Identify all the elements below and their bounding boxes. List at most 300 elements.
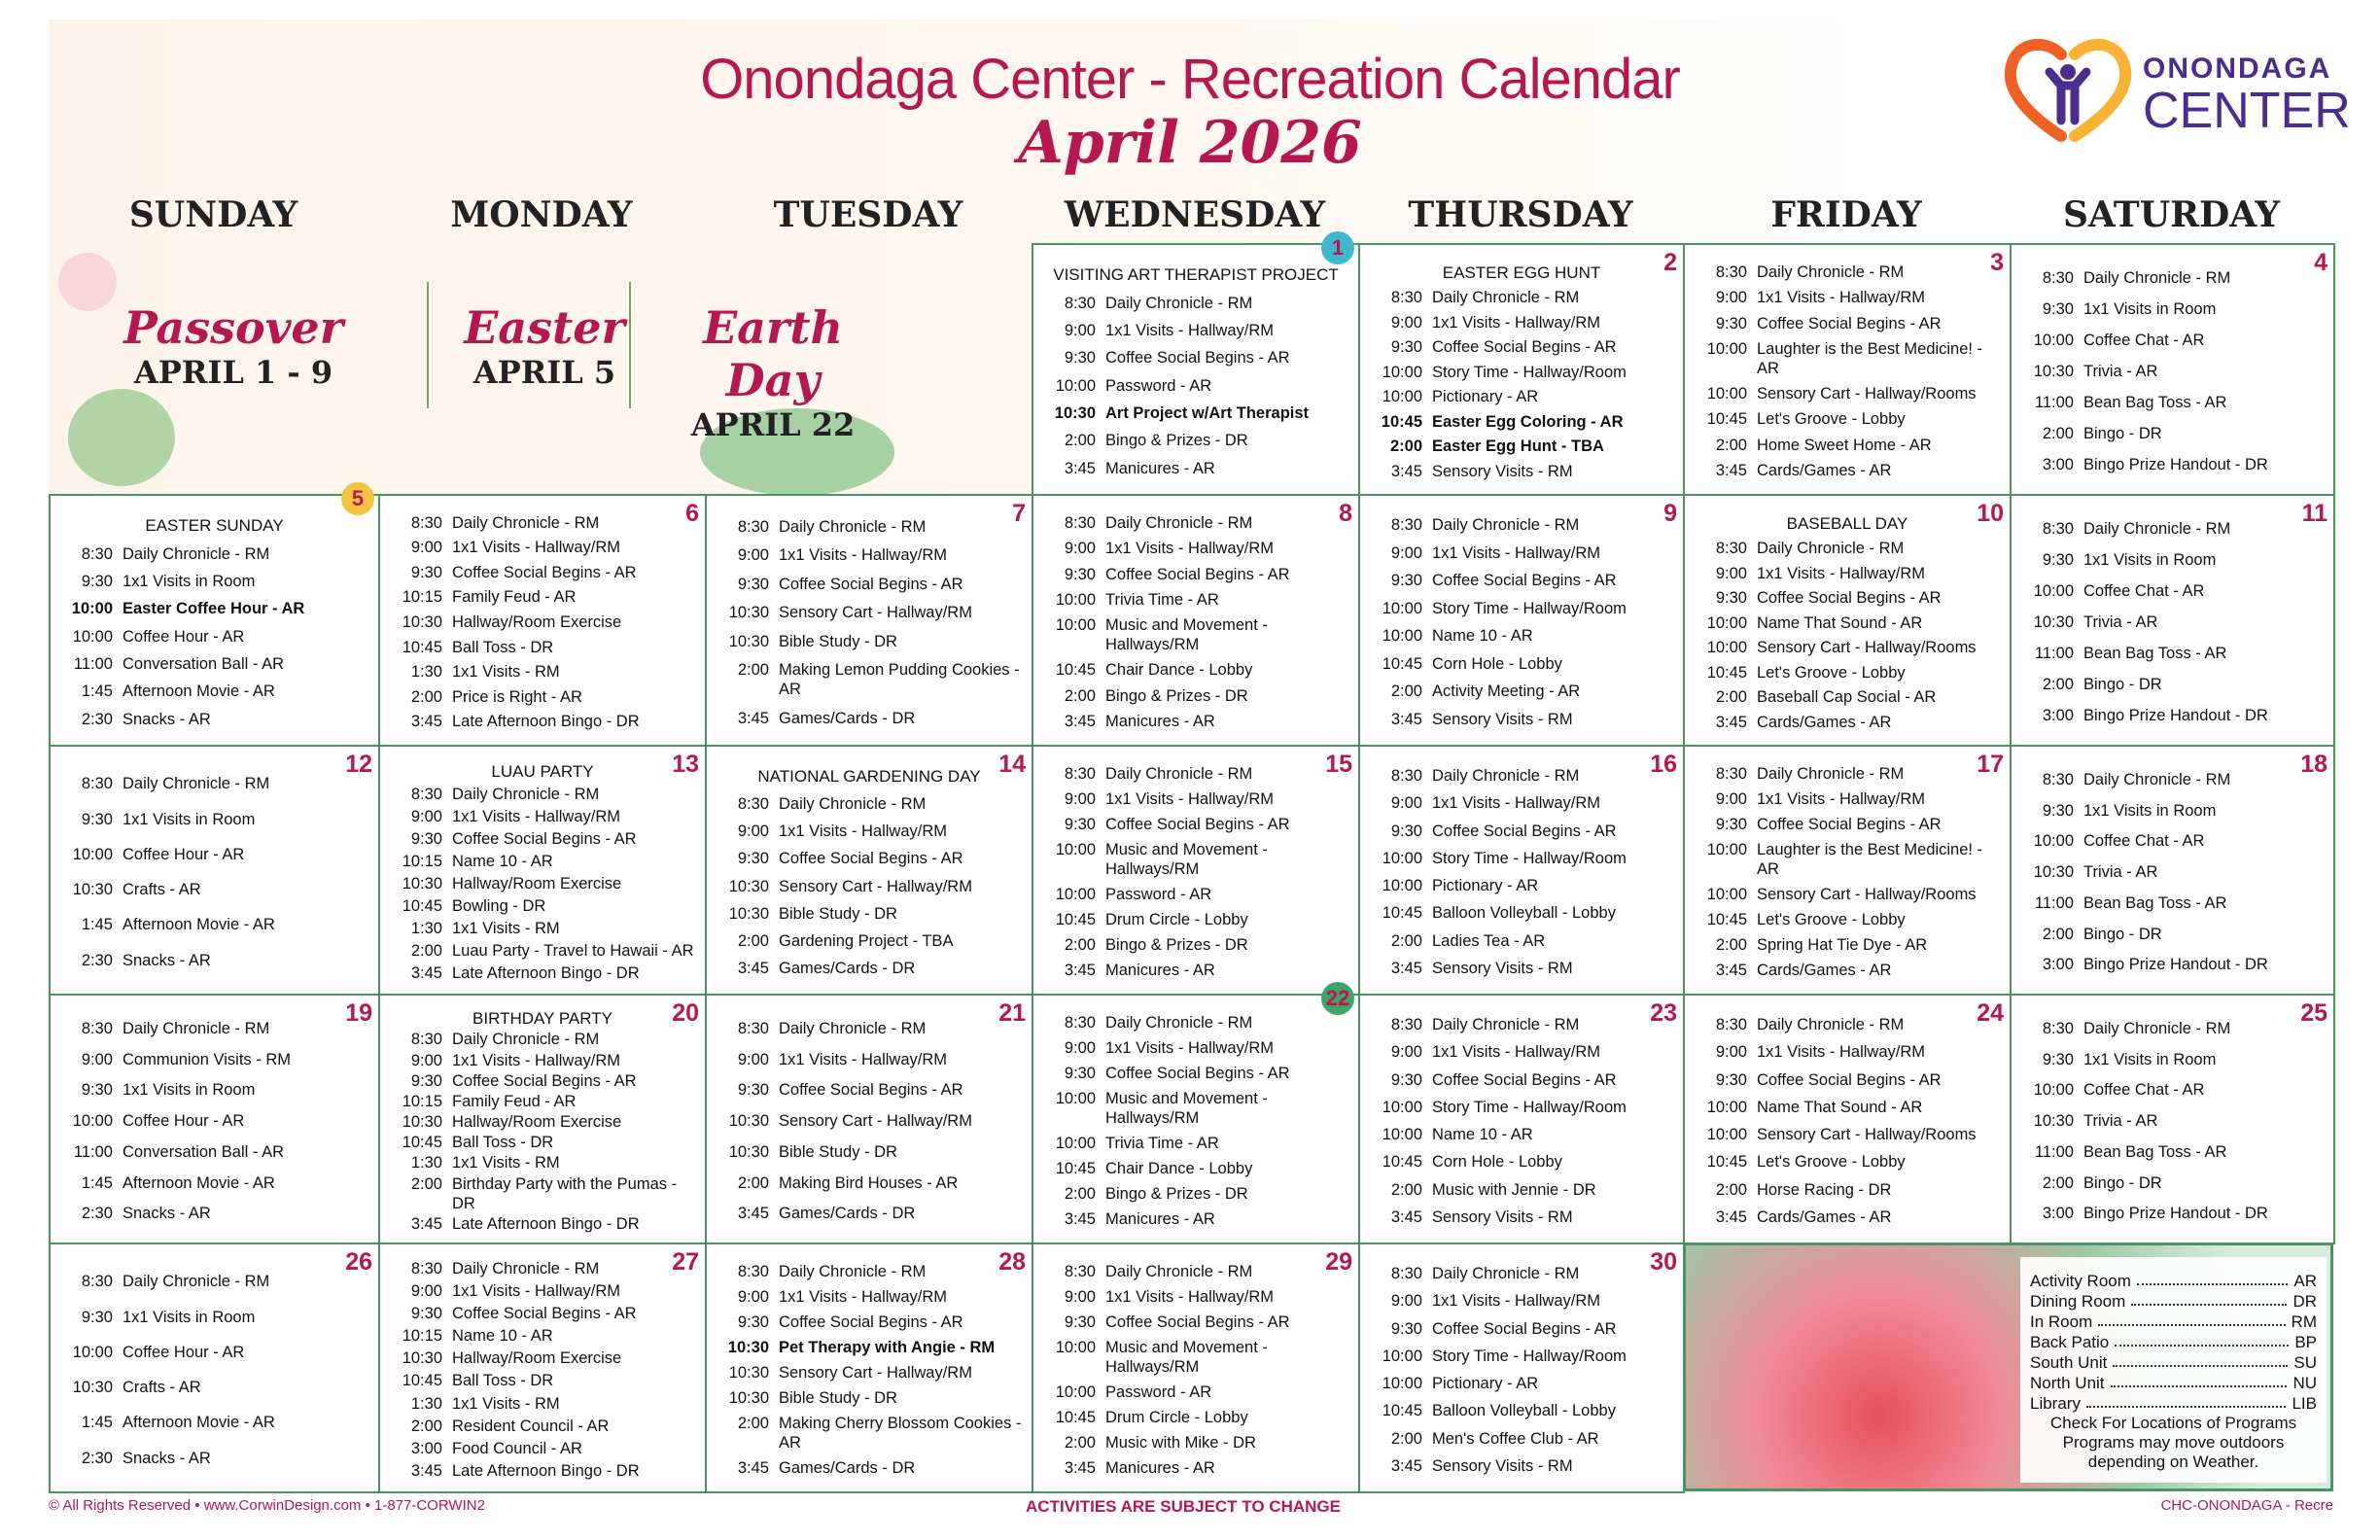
event-time: 8:30 (410, 786, 442, 803)
event (1693, 935, 2002, 955)
event (1041, 1382, 1350, 1402)
day-number: 30 (1650, 1248, 1677, 1276)
event-name: Crafts - AR (122, 881, 201, 899)
event-name: 1x1 Visits in Room (2083, 801, 2217, 820)
event (388, 1348, 697, 1368)
event-time: 8:30 (81, 1019, 113, 1037)
event-name: Bean Bag Toss - AR (2083, 394, 2227, 411)
event (1693, 461, 2002, 480)
event (58, 1111, 370, 1131)
event-name: Coffee Hour - AR (122, 1112, 245, 1130)
event (1693, 840, 2002, 879)
event (1693, 1098, 2002, 1117)
month-title: April 2026 (1018, 109, 1362, 177)
event-time: 9:00 (410, 1051, 442, 1069)
event-name: Games/Cards - DR (779, 709, 916, 727)
event (1041, 1013, 1350, 1032)
event-name: 1x1 Visits in Room (122, 572, 256, 590)
event-time: 9:30 (1064, 816, 1096, 833)
day-cell[interactable] (1032, 235, 1360, 496)
day-cell[interactable] (1358, 494, 1685, 747)
event-time: 9:00 (1064, 790, 1096, 808)
day-cell[interactable] (378, 994, 707, 1244)
event-name: Drum Circle - Lobby (1105, 911, 1248, 928)
event-name: Easter Egg Coloring - AR (1432, 412, 1624, 431)
event-name: Manicures - AR (1105, 459, 1215, 477)
event-time: 2:30 (81, 1449, 113, 1467)
event (2019, 581, 2326, 601)
event-time: 8:30 (1390, 767, 1422, 786)
event-time: 8:30 (1390, 289, 1422, 306)
day-cell[interactable] (705, 745, 1033, 996)
event-name: Baseball Cap Social - AR (1757, 688, 1937, 706)
weekday-header: TUESDAY (773, 194, 963, 235)
event (58, 627, 370, 647)
day-cell[interactable] (705, 1242, 1033, 1493)
day-number: 27 (672, 1248, 699, 1276)
event-name: Cards/Games - AR (1757, 962, 1892, 979)
location-name: South Unit (2030, 1353, 2108, 1372)
event (1041, 1408, 1350, 1427)
event-name: 1x1 Visits - Hallway/RM (1432, 313, 1600, 332)
event-name: Food Council - AR (452, 1439, 582, 1457)
event-name: Afternoon Movie - AR (122, 682, 275, 701)
day-cell[interactable] (49, 745, 380, 996)
event-time: 9:00 (1390, 1043, 1422, 1062)
day-cell[interactable] (1358, 243, 1685, 496)
day-cell[interactable] (1683, 745, 2012, 996)
event-name: Sensory Cart - Hallway/Rooms (1757, 639, 1977, 656)
event (715, 1414, 1024, 1452)
event (1368, 1015, 1675, 1034)
day-number: 13 (672, 751, 699, 778)
event-time: 8:30 (1715, 765, 1747, 783)
day-cell[interactable] (2010, 994, 2335, 1244)
event (58, 810, 370, 829)
location-name: North Unit (2030, 1374, 2105, 1392)
event (2019, 519, 2326, 539)
day-cell[interactable] (49, 486, 380, 747)
location-code: DR (2292, 1292, 2317, 1311)
event-name: Drum Circle - Lobby (1105, 1409, 1248, 1426)
event-time: 9:30 (410, 1071, 442, 1090)
calendar-code: CHC-ONONDAGA - Recre (2160, 1497, 2333, 1514)
event (2019, 268, 2326, 288)
event-time: 3:45 (1715, 1208, 1747, 1226)
event-time: 1:30 (410, 663, 442, 682)
event-name: Late Afternoon Bingo - DR (452, 1214, 640, 1233)
event-name: Pet Therapy with Angie - RM (779, 1339, 996, 1356)
event (1368, 288, 1675, 307)
event-time: 8:30 (410, 1031, 442, 1049)
day-cell[interactable] (705, 994, 1033, 1244)
event (388, 1439, 697, 1458)
holiday-name: Earth Day (703, 301, 843, 406)
event-time: 10:00 (1706, 841, 1747, 858)
event (388, 919, 697, 938)
event-name: Coffee Social Begins - AR (1105, 565, 1290, 583)
event-time: 9:00 (737, 1050, 769, 1068)
event (1041, 1262, 1350, 1281)
event-name: Name 10 - AR (1432, 1126, 1533, 1144)
event (58, 572, 370, 591)
event (715, 1312, 1024, 1332)
event-time: 8:30 (1715, 263, 1747, 282)
event-time: 10:30 (728, 604, 769, 621)
event-time: 10:45 (1055, 661, 1096, 680)
event-name: Bible Study - DR (779, 1389, 897, 1407)
event (388, 538, 697, 557)
event-name: Story Time - Hallway/Room (1432, 1098, 1627, 1116)
event-time: 1:45 (81, 1414, 113, 1432)
event-time: 8:30 (1064, 514, 1096, 533)
event-name: Bean Bag Toss - AR (2083, 645, 2227, 662)
event (1368, 849, 1675, 868)
day-cell[interactable] (1032, 986, 1360, 1244)
day-cell[interactable] (1358, 994, 1685, 1244)
event-time: 2:00 (737, 661, 769, 679)
event (715, 1111, 1024, 1131)
change-notice: ACTIVITIES ARE SUBJECT TO CHANGE (1026, 1497, 1341, 1516)
day-cell[interactable] (1358, 1242, 1685, 1493)
event-name: Laughter is the Best Medicine! - AR (1757, 339, 1983, 377)
event-name: Name That Sound - AR (1757, 613, 1923, 632)
event-time: 8:30 (81, 1273, 113, 1291)
day-cell[interactable] (1032, 1242, 1360, 1493)
event-time: 9:30 (1064, 1313, 1096, 1331)
event-name: Daily Chronicle - RM (1432, 1016, 1580, 1034)
day-number star-of-david-icon: 1 (1321, 231, 1354, 264)
event-time: 2:00 (1715, 936, 1747, 954)
event-name: Coffee Hour - AR (122, 627, 245, 646)
location-name: Library (2030, 1394, 2081, 1413)
legend-row (2030, 1352, 2317, 1373)
event-time: 2:00 (410, 1417, 442, 1435)
event (715, 632, 1024, 651)
event-name: 1x1 Visits - Hallway/RM (1432, 543, 1600, 562)
event (715, 1388, 1024, 1408)
event-time: 10:45 (1706, 410, 1747, 429)
event-time: 2:00 (1064, 1434, 1096, 1452)
day-cell[interactable] (378, 494, 707, 747)
event-name: Daily Chronicle - RM (122, 1019, 270, 1037)
event-name: Making Cherry Blossom Cookies - AR (779, 1415, 1022, 1452)
event (715, 1262, 1024, 1281)
legend-row (2030, 1332, 2317, 1352)
event (1693, 687, 2002, 707)
event-time: 2:00 (1715, 436, 1747, 454)
event-time: 10:00 (1706, 886, 1747, 903)
event-time: 10:00 (71, 600, 113, 618)
event (388, 785, 697, 804)
day-number: 3 (1990, 249, 2004, 276)
event-name: 1x1 Visits - Hallway/RM (1757, 564, 1925, 582)
event (388, 1461, 697, 1481)
event-time: 10:15 (402, 588, 442, 607)
event (1368, 313, 1675, 332)
event-name: Bingo Prize Handout - DR (2083, 956, 2268, 974)
event-name: Making Bird Houses - AR (779, 1173, 959, 1192)
event (1368, 654, 1675, 674)
event-name: Let's Groove - Lobby (1757, 663, 1906, 682)
event-time: 10:00 (1055, 841, 1096, 858)
event-name: Coffee Social Begins - AR (1757, 816, 1942, 833)
divider (629, 282, 631, 408)
event-name: Family Feud - AR (452, 1092, 577, 1110)
day-cell[interactable] (49, 1242, 380, 1493)
event (58, 1142, 370, 1162)
event (2019, 1142, 2326, 1162)
event-time: 9:00 (737, 822, 769, 841)
event-time: 3:45 (1064, 1210, 1096, 1228)
event (1041, 459, 1350, 478)
event (1368, 682, 1675, 701)
event-name: Snacks - AR (122, 710, 211, 728)
event-time: 10:45 (1382, 904, 1422, 923)
event-time: 8:30 (81, 775, 113, 793)
event-name: Coffee Social Begins - AR (1432, 572, 1617, 590)
day-number: 23 (1650, 999, 1677, 1027)
day-cell[interactable] (1358, 745, 1685, 996)
event-time: 9:00 (1390, 1292, 1422, 1311)
event (1368, 1152, 1675, 1172)
event (2019, 770, 2326, 789)
event-time: 3:45 (410, 1461, 442, 1480)
event-time: 10:30 (2033, 863, 2074, 881)
day-cell[interactable] (378, 1242, 707, 1493)
event-name: Horse Racing - DR (1757, 1180, 1892, 1199)
event-time: 9:30 (737, 850, 769, 868)
event-time: 9:30 (1390, 822, 1422, 840)
event-time: 9:00 (410, 808, 442, 825)
event (58, 1080, 370, 1100)
event-name: Bible Study - DR (779, 1142, 897, 1161)
day-theme: EASTER SUNDAY (145, 516, 284, 536)
event (388, 1153, 697, 1172)
event (1041, 1338, 1350, 1377)
event-name: Trivia Time - AR (1105, 590, 1219, 609)
event-name: Manicures - AR (1105, 1459, 1215, 1477)
event-name: 1x1 Visits - Hallway/RM (452, 808, 620, 825)
event (1368, 1374, 1675, 1393)
location-code: BP (2294, 1333, 2317, 1351)
location-name: Activity Room (2030, 1272, 2131, 1290)
event (1041, 712, 1350, 731)
event-time: 3:45 (1390, 1456, 1422, 1475)
event (388, 1417, 697, 1436)
event-time: 10:00 (1055, 590, 1096, 609)
event-time: 1:30 (410, 920, 442, 937)
event-time: 3:45 (737, 959, 769, 977)
location-name: Dining Room (2030, 1292, 2126, 1311)
event-time: 3:45 (1390, 1208, 1422, 1226)
event-time: 2:00 (410, 1174, 442, 1193)
event (1693, 1180, 2002, 1200)
day-cell[interactable] (2010, 745, 2335, 996)
event (1041, 590, 1350, 610)
event (388, 896, 697, 916)
event (2019, 1080, 2326, 1100)
event (1368, 710, 1675, 729)
event-time: 10:00 (1706, 613, 1747, 632)
event-name: Daily Chronicle - RM (1432, 1265, 1580, 1283)
event-time: 8:30 (2042, 269, 2074, 287)
day-cell[interactable] (705, 494, 1033, 747)
event (2019, 299, 2326, 319)
day-cell[interactable] (1683, 243, 2012, 496)
day-cell[interactable] (1683, 494, 2012, 747)
event-name: Sensory Visits - RM (1432, 1456, 1573, 1475)
day-number: 9 (1663, 500, 1677, 527)
day-cell[interactable] (1032, 494, 1360, 747)
event-time: 10:00 (1382, 849, 1422, 867)
event-name: Daily Chronicle - RM (122, 1273, 270, 1291)
event-name: Coffee Social Begins - AR (1432, 338, 1617, 356)
event (715, 660, 1024, 699)
event (1693, 764, 2002, 784)
event (1041, 764, 1350, 784)
day-cell[interactable] (378, 745, 707, 996)
event (2019, 362, 2326, 381)
event-time: 2:00 (1715, 688, 1747, 706)
event (1368, 793, 1675, 813)
event-name: Coffee Social Begins - AR (779, 575, 963, 593)
day-cell[interactable] (2010, 243, 2335, 496)
event-name: 1x1 Visits - RM (452, 920, 560, 937)
event-time: 3:45 (1715, 962, 1747, 979)
event-time: 8:30 (1390, 516, 1422, 535)
day-cell[interactable] (1683, 994, 2012, 1244)
event-time: 9:30 (410, 1305, 442, 1323)
event-time: 10:45 (402, 1134, 442, 1152)
event-name: Bingo - DR (2083, 1173, 2162, 1192)
event (1041, 321, 1350, 340)
event (388, 941, 697, 961)
event-time: 9:30 (410, 563, 442, 581)
event-time: 3:45 (1390, 462, 1422, 480)
legend-row (2030, 1271, 2317, 1291)
event-time: 1:45 (81, 1173, 113, 1192)
event (58, 599, 370, 618)
event-name: Afternoon Movie - AR (122, 916, 275, 934)
event (715, 877, 1024, 896)
event-time: 3:00 (410, 1439, 442, 1457)
day-cell[interactable] (2010, 494, 2335, 747)
event (715, 849, 1024, 868)
event-time: 3:45 (1390, 710, 1422, 728)
event-time: 3:45 (737, 1205, 769, 1223)
legend-row (2030, 1312, 2317, 1332)
event-time: 3:00 (2042, 956, 2074, 974)
event-time: 2:00 (1390, 1180, 1422, 1199)
event-name: Coffee Hour - AR (122, 845, 245, 863)
event-name: Corn Hole - Lobby (1432, 654, 1562, 673)
event-time: 8:30 (81, 544, 113, 563)
event (1368, 1291, 1675, 1311)
day-number: 25 (2300, 999, 2328, 1027)
day-theme: VISITING ART THERAPIST PROJECT (1053, 265, 1339, 285)
legend-row (2030, 1291, 2317, 1312)
day-number: 19 (345, 999, 372, 1027)
event-time: 9:30 (1390, 338, 1422, 356)
event-time: 9:30 (81, 810, 113, 828)
event-time: 8:30 (737, 517, 769, 536)
event (388, 587, 697, 607)
event-name: Conversation Ball - AR (122, 1142, 284, 1161)
event (1368, 959, 1675, 978)
event-time: 2:00 (737, 931, 769, 950)
event-name: Activity Meeting - AR (1432, 682, 1581, 701)
day-number: 10 (1977, 500, 2004, 527)
page-title: Onondaga Center - Recreation Calendar (700, 48, 1680, 111)
event (388, 712, 697, 731)
weekday-header: FRIDAY (1770, 194, 1922, 235)
event-name: Pictionary - AR (1432, 388, 1539, 405)
day-number: 4 (2314, 249, 2328, 276)
event-name: Name 10 - AR (1432, 627, 1533, 646)
event (1693, 1125, 2002, 1144)
day-cell[interactable] (1032, 745, 1360, 996)
event (1368, 1042, 1675, 1062)
event-time: 8:30 (1064, 1014, 1096, 1032)
event-name: Daily Chronicle - RM (2083, 269, 2231, 287)
event-time: 10:45 (1382, 654, 1422, 673)
event (388, 1304, 697, 1323)
event (1693, 910, 2002, 929)
event-time: 11:00 (2034, 394, 2074, 411)
event-name: Daily Chronicle - RM (1105, 1263, 1253, 1280)
event (2019, 550, 2326, 570)
event (1041, 1134, 1350, 1153)
day-cell[interactable] (49, 994, 380, 1244)
event-time: 8:30 (1064, 765, 1096, 783)
event-name: Sensory Visits - RM (1432, 1208, 1573, 1226)
event (58, 1378, 370, 1397)
event-time: 9:30 (1390, 1070, 1422, 1089)
event-time: 2:30 (81, 951, 113, 969)
event-time: 10:30 (728, 1112, 769, 1130)
event-time: 10:00 (1382, 1126, 1422, 1144)
event (1693, 314, 2002, 333)
day-number: 20 (672, 999, 699, 1027)
day-number: 26 (345, 1248, 372, 1276)
event (388, 1394, 697, 1414)
logo-text: CENTER (2143, 83, 2351, 139)
location-name: In Room (2030, 1312, 2093, 1331)
day-number easter-egg-icon: 5 (341, 482, 374, 515)
event (388, 807, 697, 826)
event (715, 1287, 1024, 1307)
event (715, 1142, 1024, 1162)
event (1368, 1208, 1675, 1227)
event-time: 1:30 (410, 1154, 442, 1172)
event-name: Coffee Social Begins - AR (1105, 816, 1290, 833)
event-name: Coffee Social Begins - AR (779, 1313, 963, 1331)
weekday-header: THURSDAY (1408, 194, 1633, 235)
location-code: SU (2293, 1353, 2317, 1372)
event (1368, 599, 1675, 618)
event-name: Games/Cards - DR (779, 959, 916, 977)
event-name: Manicures - AR (1105, 712, 1215, 730)
event (388, 1214, 697, 1234)
event-time: 8:30 (1390, 1265, 1422, 1283)
event (1368, 1456, 1675, 1476)
holiday-dates: APRIL 5 (472, 354, 616, 391)
event-name: Coffee Social Begins - AR (452, 1071, 637, 1090)
event-name: 1x1 Visits - Hallway/RM (1432, 1043, 1600, 1062)
event-name: 1x1 Visits - Hallway/RM (1757, 790, 1925, 808)
event-name: 1x1 Visits - Hallway/RM (452, 1282, 620, 1301)
